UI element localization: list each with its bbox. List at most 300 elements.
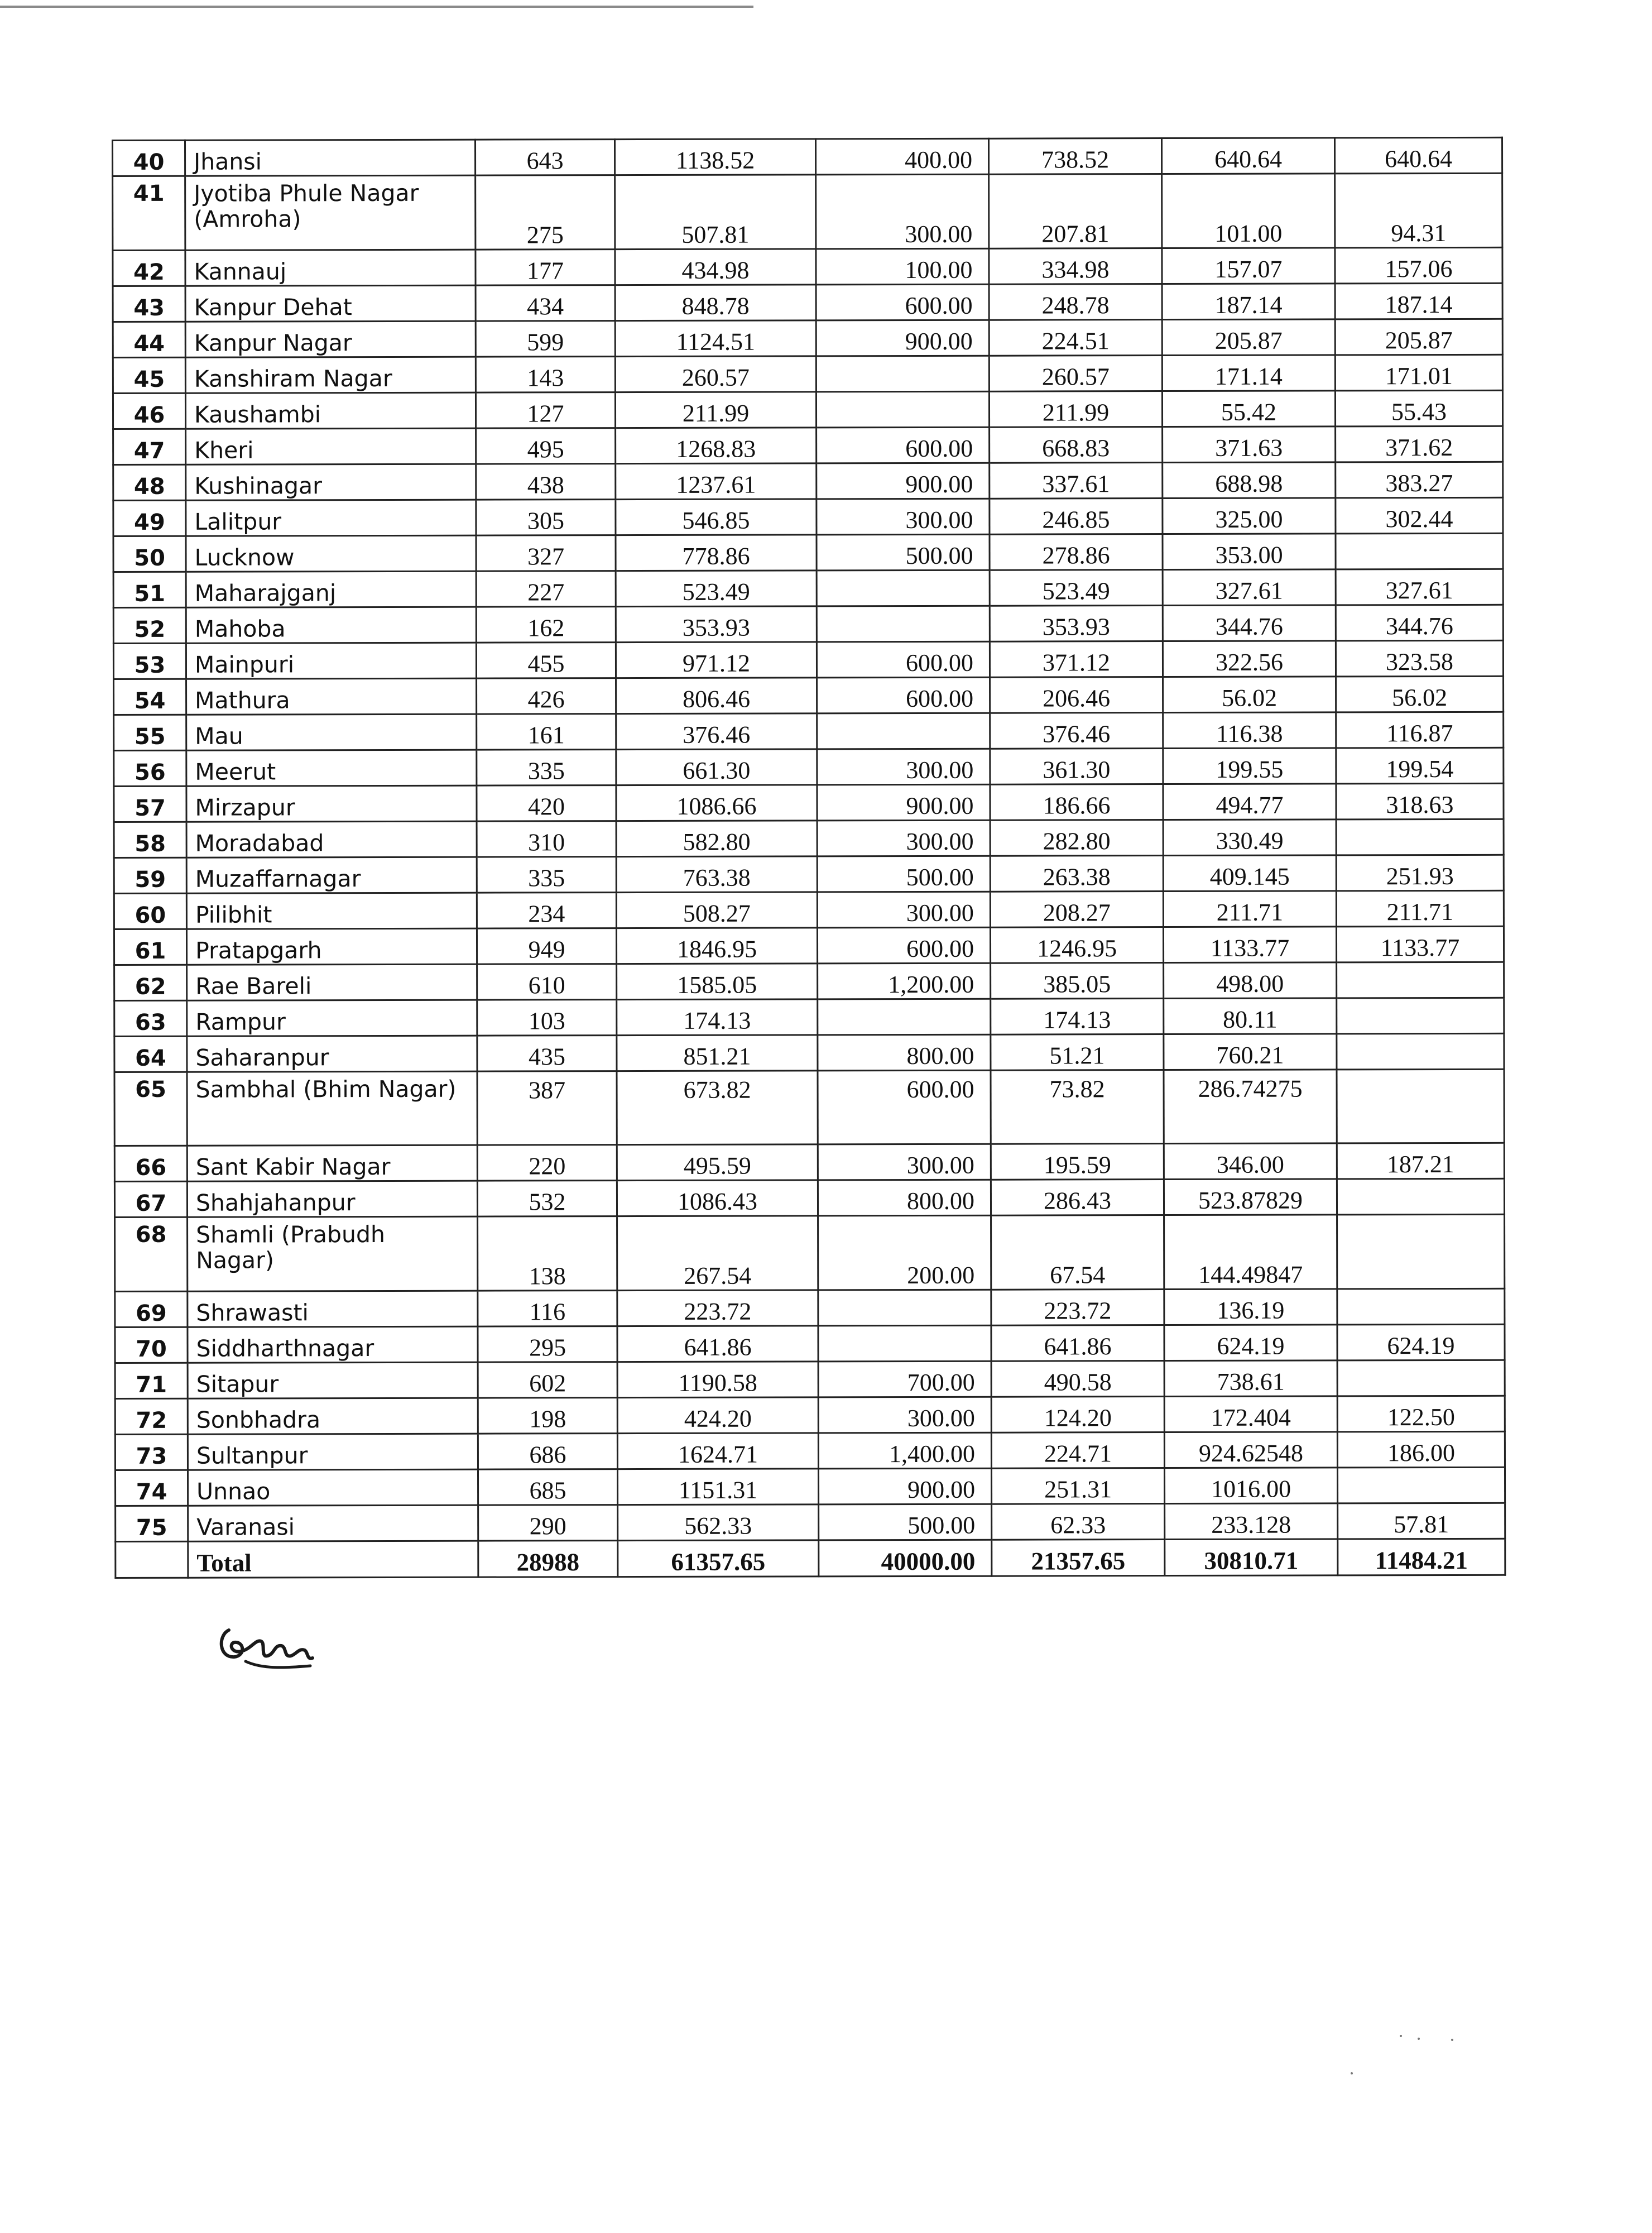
table-row — [114, 890, 1504, 929]
amt3-cell: 376.46 — [990, 713, 1163, 749]
amt5-cell — [1337, 1178, 1504, 1215]
amt2-cell: 300.00 — [816, 174, 989, 249]
district-cell: Mau — [186, 714, 477, 750]
table-row — [114, 926, 1504, 965]
amt3-cell: 207.81 — [989, 174, 1162, 249]
amt4-cell: 116.38 — [1163, 712, 1336, 749]
count-cell: 602 — [478, 1362, 617, 1398]
amt2-cell: 600.00 — [817, 427, 990, 463]
amt5-cell: 302.44 — [1336, 497, 1503, 534]
amt4-cell: 1133.77 — [1163, 927, 1336, 963]
amt5-cell: 640.64 — [1334, 137, 1502, 174]
amt5-cell: 157.06 — [1335, 247, 1502, 284]
district-cell: Sant Kabir Nagar — [187, 1145, 477, 1181]
amt1-cell: 763.38 — [616, 856, 817, 893]
amt1-cell: 582.80 — [616, 821, 817, 857]
total-amt4: 30810.71 — [1165, 1539, 1338, 1576]
amt1-cell: 495.59 — [617, 1144, 818, 1181]
table-row — [113, 497, 1503, 536]
amt2-cell — [817, 606, 990, 642]
amt1-cell: 1268.83 — [616, 428, 817, 464]
total-amt2: 40000.00 — [819, 1540, 992, 1576]
count-cell: 599 — [476, 321, 615, 357]
amt5-cell: 187.14 — [1335, 283, 1502, 319]
amt4-cell: 55.42 — [1162, 391, 1335, 427]
amt4-cell: 101.00 — [1162, 174, 1335, 248]
amt1-cell: 260.57 — [615, 356, 816, 392]
table-row — [115, 1324, 1505, 1363]
sno-cell: 61 — [114, 929, 186, 965]
table-row — [115, 1288, 1505, 1327]
amt2-cell — [817, 713, 990, 749]
sno-cell: 67 — [114, 1181, 187, 1217]
sno-cell: 41 — [113, 176, 185, 250]
count-cell: 420 — [477, 785, 616, 822]
count-cell: 327 — [476, 535, 616, 572]
table-row — [115, 1214, 1505, 1291]
amt4-cell: 327.61 — [1163, 569, 1336, 606]
amt4-cell: 322.56 — [1163, 641, 1336, 677]
count-cell: 295 — [478, 1326, 617, 1363]
count-cell: 610 — [477, 964, 617, 1000]
sno-cell: 51 — [113, 572, 186, 607]
amt4-cell: 56.02 — [1163, 677, 1336, 713]
sno-cell: 59 — [114, 857, 186, 893]
amt2-cell — [818, 999, 991, 1035]
amt5-cell: 371.62 — [1336, 426, 1503, 462]
district-cell: Kushinagar — [186, 464, 476, 500]
amt1-cell: 1124.51 — [615, 320, 816, 357]
amt3-cell: 278.86 — [990, 534, 1163, 571]
amt4-cell: 409.145 — [1163, 855, 1336, 892]
amt2-cell: 700.00 — [818, 1361, 991, 1397]
amt2-cell: 300.00 — [817, 892, 990, 928]
amt3-cell: 51.21 — [991, 1034, 1164, 1071]
sno-cell: 54 — [114, 679, 186, 715]
count-cell: 335 — [477, 857, 616, 893]
table-row — [114, 1033, 1504, 1072]
amt5-cell — [1336, 819, 1504, 855]
sno-cell: 44 — [113, 322, 185, 357]
count-cell: 435 — [477, 1036, 617, 1072]
amt5-cell: 187.21 — [1337, 1143, 1504, 1179]
amt3-cell: 1246.95 — [990, 927, 1163, 964]
table-row — [115, 1360, 1505, 1398]
amt2-cell: 300.00 — [818, 1397, 991, 1433]
count-cell: 335 — [477, 750, 616, 786]
total-amt3: 21357.65 — [992, 1540, 1165, 1576]
district-cell: Shahjahanpur — [187, 1181, 477, 1217]
amt5-cell: 211.71 — [1336, 890, 1504, 927]
amt4-cell: 353.00 — [1163, 534, 1336, 570]
amt2-cell: 600.00 — [818, 1070, 991, 1144]
amt4-cell: 172.404 — [1164, 1396, 1337, 1432]
table-row — [114, 783, 1504, 822]
sno-cell: 52 — [113, 607, 186, 643]
amt4-cell: 924.62548 — [1164, 1432, 1337, 1468]
count-cell: 290 — [478, 1505, 618, 1541]
amt1-cell: 507.81 — [615, 175, 816, 250]
amt5-cell: 383.27 — [1336, 462, 1503, 498]
amt1-cell: 806.46 — [616, 678, 817, 714]
amt3-cell: 334.98 — [989, 248, 1162, 285]
amt4-cell: 344.76 — [1163, 605, 1336, 641]
amt4-cell: 80.11 — [1164, 998, 1337, 1034]
sno-cell: 58 — [114, 822, 186, 857]
count-cell: 138 — [478, 1216, 617, 1291]
amt3-cell: 361.30 — [990, 749, 1163, 785]
sno-cell: 48 — [113, 464, 186, 500]
amt5-cell — [1336, 533, 1503, 569]
count-cell: 434 — [476, 285, 615, 322]
amt1-cell: 848.78 — [615, 285, 816, 321]
amt4-cell: 738.61 — [1164, 1360, 1337, 1397]
scan-speck — [1400, 2035, 1402, 2037]
amt1-cell: 1624.71 — [617, 1433, 818, 1469]
amt3-cell: 641.86 — [991, 1325, 1164, 1362]
count-cell: 161 — [477, 714, 616, 750]
amt4-cell: 211.71 — [1163, 891, 1336, 927]
amt3-cell: 195.59 — [991, 1144, 1164, 1180]
district-cell: Sonbhadra — [188, 1398, 478, 1434]
table-row — [113, 137, 1502, 176]
district-cell: Saharanpur — [187, 1036, 477, 1072]
district-cell: Mathura — [186, 678, 477, 715]
amt1-cell: 1190.58 — [617, 1362, 818, 1398]
amt2-cell: 600.00 — [817, 641, 990, 678]
amt2-cell: 900.00 — [816, 320, 989, 356]
count-cell: 310 — [477, 821, 616, 857]
table-row — [114, 855, 1504, 893]
district-cell: Kanpur Dehat — [185, 285, 476, 322]
amt1-cell: 523.49 — [616, 571, 817, 607]
district-table-sheet — [112, 137, 1504, 1579]
amt4-cell: 205.87 — [1162, 319, 1335, 356]
amt2-cell: 500.00 — [817, 534, 990, 571]
table-row — [115, 1467, 1505, 1506]
sno-cell: 43 — [113, 286, 185, 322]
amt5-cell — [1337, 1214, 1505, 1289]
amt1-cell: 434.98 — [615, 249, 816, 285]
district-cell: Mahoba — [186, 607, 476, 643]
table-row — [113, 605, 1503, 643]
amt2-cell: 1,400.00 — [818, 1432, 991, 1469]
table-row — [115, 1431, 1505, 1470]
table-row — [114, 1143, 1504, 1181]
amt2-cell: 500.00 — [817, 856, 990, 892]
total-count: 28988 — [478, 1541, 618, 1578]
district-cell: Pilibhit — [186, 893, 477, 929]
table-row — [113, 247, 1502, 286]
sno-cell: 74 — [115, 1470, 188, 1506]
amt5-cell: 318.63 — [1336, 783, 1504, 820]
count-cell: 220 — [477, 1145, 617, 1181]
amt5-cell: 1133.77 — [1336, 926, 1504, 962]
count-cell: 103 — [477, 1000, 617, 1036]
table-row — [113, 569, 1503, 607]
amt4-cell: 171.14 — [1162, 355, 1335, 391]
district-cell: Jyotiba Phule Nagar (Amroha) — [185, 175, 476, 250]
amt2-cell: 300.00 — [817, 499, 990, 535]
sno-cell: 47 — [113, 429, 186, 464]
sno-cell: 69 — [115, 1291, 188, 1327]
table-row — [114, 819, 1504, 857]
amt5-cell: 251.93 — [1336, 855, 1504, 891]
table-row — [115, 1396, 1505, 1434]
amt3-cell: 371.12 — [990, 641, 1163, 678]
total-row — [116, 1539, 1505, 1578]
amt1-cell: 1138.52 — [615, 139, 816, 175]
amt3-cell: 263.38 — [990, 856, 1163, 892]
district-cell: Sambhal (Bhim Nagar) — [187, 1071, 477, 1146]
table-row — [113, 354, 1502, 393]
amt4-cell: 136.19 — [1164, 1289, 1337, 1325]
district-cell: Kanshiram Nagar — [185, 357, 476, 393]
count-cell: 305 — [476, 500, 616, 536]
district-cell: Unnao — [188, 1469, 478, 1506]
amt4-cell: 346.00 — [1164, 1143, 1337, 1180]
district-cell: Mainpuri — [186, 643, 476, 679]
amt3-cell: 124.20 — [991, 1397, 1164, 1433]
amt3-cell: 73.82 — [991, 1070, 1164, 1144]
amt2-cell: 300.00 — [818, 1144, 991, 1180]
amt5-cell — [1337, 1467, 1505, 1503]
district-cell: Kanpur Nagar — [185, 321, 476, 357]
district-cell: Siddharthnagar — [188, 1326, 478, 1363]
district-cell: Kaushambi — [185, 392, 476, 429]
amt3-cell: 668.83 — [990, 427, 1163, 463]
amt2-cell: 1,200.00 — [818, 963, 991, 999]
sno-cell: 57 — [114, 786, 186, 822]
count-cell: 387 — [477, 1071, 617, 1146]
table-row — [113, 533, 1503, 572]
amt4-cell: 330.49 — [1163, 820, 1336, 856]
sno-cell: 53 — [113, 643, 186, 679]
table-row — [113, 390, 1502, 429]
sno-cell: 73 — [115, 1434, 188, 1470]
amt3-cell: 186.66 — [990, 784, 1163, 821]
amt2-cell: 800.00 — [818, 1180, 991, 1216]
table-row — [113, 173, 1502, 250]
amt3-cell: 224.71 — [991, 1432, 1164, 1469]
amt1-cell: 211.99 — [615, 392, 816, 428]
district-cell: Sitapur — [188, 1362, 478, 1398]
amt2-cell: 500.00 — [819, 1504, 992, 1540]
total-label: Total — [188, 1541, 478, 1578]
district-allocation-table — [112, 137, 1506, 1579]
amt2-cell: 300.00 — [817, 749, 990, 785]
total-amt1: 61357.65 — [618, 1540, 819, 1577]
sno-cell: 75 — [116, 1506, 188, 1541]
amt1-cell: 376.46 — [616, 713, 817, 750]
amt1-cell: 562.33 — [618, 1504, 819, 1541]
amt3-cell: 337.61 — [990, 463, 1163, 499]
amt1-cell: 851.21 — [617, 1035, 818, 1071]
table-row — [113, 319, 1502, 357]
table-row — [114, 1178, 1504, 1217]
amt3-cell: 62.33 — [992, 1504, 1165, 1540]
amt3-cell: 223.72 — [991, 1290, 1164, 1326]
amt1-cell: 778.86 — [616, 535, 817, 571]
amt5-cell: 344.76 — [1336, 605, 1503, 641]
amt3-cell: 738.52 — [988, 138, 1161, 175]
district-cell: Mirzapur — [186, 785, 477, 822]
count-cell: 116 — [478, 1291, 617, 1327]
sno-cell: 50 — [113, 536, 186, 572]
amt2-cell: 300.00 — [817, 820, 990, 856]
amt1-cell: 1086.43 — [617, 1180, 818, 1216]
count-cell: 685 — [478, 1469, 617, 1506]
amt5-cell: 205.87 — [1335, 319, 1502, 355]
amt1-cell: 223.72 — [617, 1290, 818, 1326]
amt2-cell: 800.00 — [818, 1034, 991, 1071]
table-row — [116, 1503, 1505, 1541]
sno-cell: 60 — [114, 893, 186, 929]
amt5-cell: 171.01 — [1335, 354, 1502, 391]
count-cell: 234 — [477, 893, 616, 929]
amt4-cell: 325.00 — [1163, 498, 1336, 534]
district-cell: Lalitpur — [186, 500, 476, 536]
amt1-cell: 971.12 — [616, 642, 817, 678]
amt3-cell: 490.58 — [991, 1361, 1164, 1397]
district-cell: Muzaffarnagar — [186, 857, 477, 893]
sno-cell: 72 — [115, 1398, 188, 1434]
amt4-cell: 144.49847 — [1164, 1215, 1337, 1290]
count-cell: 495 — [476, 428, 616, 464]
amt2-cell — [818, 1325, 991, 1362]
sno-cell: 45 — [113, 357, 185, 393]
district-cell: Meerut — [186, 750, 477, 786]
sno-cell: 56 — [114, 750, 186, 786]
amt5-cell: 327.61 — [1336, 569, 1503, 605]
amt3-cell: 248.78 — [989, 284, 1162, 320]
amt5-cell — [1337, 1033, 1504, 1070]
amt1-cell: 1585.05 — [617, 964, 818, 1000]
amt3-cell: 385.05 — [991, 963, 1164, 999]
amt4-cell: 760.21 — [1164, 1034, 1337, 1070]
amt3-cell: 246.85 — [990, 499, 1163, 535]
amt2-cell — [818, 1290, 991, 1326]
amt3-cell: 206.46 — [990, 677, 1163, 713]
sno-cell: 40 — [113, 140, 185, 176]
amt1-cell: 267.54 — [617, 1216, 818, 1291]
sno-cell: 64 — [114, 1036, 187, 1072]
scan-speck — [1418, 2038, 1420, 2040]
amt2-cell: 100.00 — [816, 248, 989, 285]
amt1-cell: 424.20 — [617, 1397, 818, 1434]
count-cell: 686 — [478, 1434, 617, 1470]
district-cell: Rampur — [187, 1000, 477, 1036]
district-cell: Lucknow — [186, 535, 476, 572]
district-cell: Pratapgarh — [186, 928, 477, 965]
amt2-cell — [817, 570, 990, 606]
table-row — [113, 426, 1503, 464]
table-row — [113, 283, 1502, 322]
amt4-cell: 688.98 — [1163, 462, 1336, 499]
table-row — [113, 462, 1503, 500]
amt1-cell: 174.13 — [617, 999, 818, 1036]
amt3-cell: 353.93 — [990, 606, 1163, 642]
sno-cell: 65 — [114, 1072, 187, 1146]
amt5-cell: 94.31 — [1335, 173, 1502, 248]
amt4-cell: 523.87829 — [1164, 1179, 1337, 1215]
amt1-cell: 1846.95 — [616, 928, 817, 964]
count-cell: 162 — [476, 607, 616, 643]
district-cell: Shrawasti — [188, 1291, 478, 1327]
sno-cell: 62 — [114, 965, 187, 1000]
amt5-cell — [1337, 1288, 1505, 1325]
amt3-cell: 286.43 — [991, 1180, 1164, 1216]
count-cell: 455 — [476, 643, 616, 679]
amt3-cell: 282.80 — [990, 820, 1163, 856]
amt1-cell: 661.30 — [616, 749, 817, 785]
amt5-cell: 323.58 — [1336, 640, 1503, 677]
signature-mark — [212, 1619, 318, 1680]
amt4-cell: 286.74275 — [1164, 1070, 1337, 1144]
amt2-cell: 900.00 — [818, 1468, 991, 1504]
sno-cell: 68 — [115, 1217, 188, 1291]
scan-speck — [1451, 2039, 1453, 2041]
count-cell: 532 — [477, 1181, 617, 1217]
amt1-cell: 1237.61 — [616, 463, 817, 500]
amt1-cell: 1086.66 — [616, 785, 817, 821]
district-cell: Varanasi — [188, 1505, 478, 1541]
amt2-cell: 600.00 — [817, 927, 990, 964]
amt5-cell: 624.19 — [1337, 1324, 1505, 1360]
count-cell: 643 — [476, 140, 615, 176]
count-cell: 438 — [476, 464, 616, 500]
amt4-cell: 1016.00 — [1164, 1468, 1337, 1504]
sno-cell: 55 — [114, 715, 186, 750]
amt3-cell: 174.13 — [991, 999, 1164, 1035]
amt3-cell: 67.54 — [991, 1215, 1164, 1290]
amt3-cell: 260.57 — [989, 356, 1162, 392]
amt4-cell: 498.00 — [1164, 962, 1337, 999]
table-row — [114, 962, 1504, 1000]
amt1-cell: 1151.31 — [617, 1469, 818, 1505]
amt2-cell: 600.00 — [816, 284, 989, 320]
district-cell: Kheri — [186, 428, 476, 464]
amt1-cell: 353.93 — [616, 606, 817, 643]
amt4-cell: 494.77 — [1163, 784, 1336, 820]
amt4-cell: 199.55 — [1163, 748, 1336, 784]
amt4-cell: 233.128 — [1165, 1503, 1338, 1540]
district-cell: Kannauj — [185, 250, 476, 286]
amt2-cell: 600.00 — [817, 677, 990, 713]
count-cell: 227 — [476, 571, 616, 607]
count-cell: 426 — [477, 678, 616, 715]
amt5-cell — [1337, 998, 1504, 1034]
count-cell: 143 — [476, 357, 615, 393]
count-cell: 198 — [478, 1398, 617, 1434]
amt2-cell — [816, 356, 989, 392]
count-cell: 949 — [477, 928, 616, 965]
amt4-cell: 187.14 — [1162, 284, 1335, 320]
amt1-cell: 508.27 — [616, 892, 817, 928]
table-row — [114, 712, 1504, 750]
total-sno-cell — [116, 1541, 188, 1578]
amt1-cell: 546.85 — [616, 499, 817, 535]
amt4-cell: 640.64 — [1161, 138, 1334, 174]
amt3-cell: 251.31 — [991, 1468, 1164, 1504]
count-cell: 275 — [476, 175, 615, 250]
amt5-cell: 186.00 — [1337, 1431, 1505, 1468]
district-cell: Sultanpur — [188, 1434, 478, 1470]
amt1-cell: 641.86 — [617, 1326, 818, 1362]
amt2-cell: 900.00 — [817, 784, 990, 821]
count-cell: 127 — [476, 392, 615, 429]
district-cell: Shamli (Prabudh Nagar) — [188, 1216, 478, 1291]
